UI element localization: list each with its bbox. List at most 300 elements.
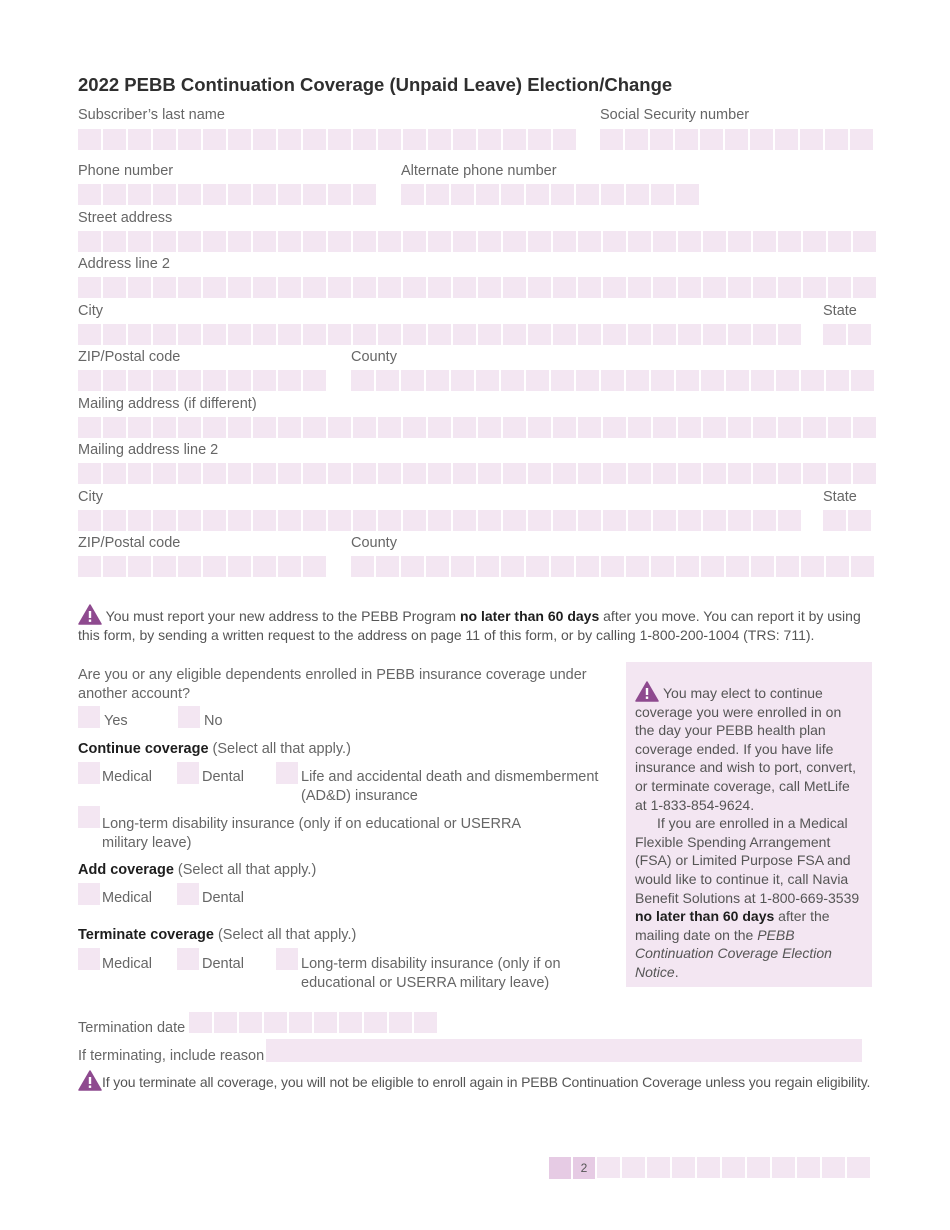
character-box[interactable] <box>726 556 749 577</box>
character-box[interactable] <box>278 129 301 150</box>
character-box[interactable] <box>103 324 126 345</box>
character-box[interactable] <box>253 556 276 577</box>
character-box[interactable] <box>353 417 376 438</box>
character-box[interactable] <box>203 417 226 438</box>
character-box[interactable] <box>628 231 651 252</box>
character-box[interactable] <box>478 324 501 345</box>
character-box[interactable] <box>228 129 251 150</box>
character-box[interactable] <box>776 370 799 391</box>
character-box[interactable] <box>178 184 201 205</box>
termination-date-field[interactable] <box>189 1012 437 1033</box>
character-box[interactable] <box>701 556 724 577</box>
character-box[interactable] <box>278 556 301 577</box>
character-box[interactable] <box>78 231 101 252</box>
character-box[interactable] <box>451 556 474 577</box>
character-box[interactable] <box>353 184 376 205</box>
character-box[interactable] <box>578 277 601 298</box>
character-box[interactable] <box>626 184 649 205</box>
city-field[interactable] <box>78 324 801 345</box>
city2-field[interactable] <box>78 510 801 531</box>
character-box[interactable] <box>128 231 151 252</box>
character-box[interactable] <box>625 129 648 150</box>
character-box[interactable] <box>703 231 726 252</box>
character-box[interactable] <box>203 370 226 391</box>
character-box[interactable] <box>128 277 151 298</box>
character-box[interactable] <box>264 1012 287 1033</box>
character-box[interactable] <box>203 277 226 298</box>
state-field[interactable] <box>823 324 871 345</box>
character-box[interactable] <box>426 370 449 391</box>
character-box[interactable] <box>800 129 823 150</box>
character-box[interactable] <box>353 510 376 531</box>
character-box[interactable] <box>376 556 399 577</box>
character-box[interactable] <box>603 510 626 531</box>
character-box[interactable] <box>776 556 799 577</box>
character-box[interactable] <box>403 129 426 150</box>
character-box[interactable] <box>851 370 874 391</box>
character-box[interactable] <box>178 510 201 531</box>
character-box[interactable] <box>278 277 301 298</box>
character-box[interactable] <box>501 370 524 391</box>
character-box[interactable] <box>578 324 601 345</box>
character-box[interactable] <box>728 417 751 438</box>
character-box[interactable] <box>551 556 574 577</box>
character-box[interactable] <box>603 463 626 484</box>
character-box[interactable] <box>78 129 101 150</box>
character-box[interactable] <box>428 463 451 484</box>
character-box[interactable] <box>576 370 599 391</box>
character-box[interactable] <box>600 129 623 150</box>
character-box[interactable] <box>428 510 451 531</box>
character-box[interactable] <box>653 231 676 252</box>
character-box[interactable] <box>451 370 474 391</box>
character-box[interactable] <box>701 370 724 391</box>
character-box[interactable] <box>751 370 774 391</box>
character-box[interactable] <box>675 129 698 150</box>
character-box[interactable] <box>103 556 126 577</box>
character-box[interactable] <box>278 417 301 438</box>
character-box[interactable] <box>378 463 401 484</box>
character-box[interactable] <box>253 129 276 150</box>
character-box[interactable] <box>128 129 151 150</box>
character-box[interactable] <box>389 1012 412 1033</box>
character-box[interactable] <box>253 370 276 391</box>
character-box[interactable] <box>328 463 351 484</box>
character-box[interactable] <box>353 231 376 252</box>
character-box[interactable] <box>253 510 276 531</box>
character-box[interactable] <box>353 129 376 150</box>
character-box[interactable] <box>128 510 151 531</box>
character-box[interactable] <box>403 510 426 531</box>
character-box[interactable] <box>203 510 226 531</box>
character-box[interactable] <box>303 417 326 438</box>
character-box[interactable] <box>828 231 851 252</box>
character-box[interactable] <box>428 324 451 345</box>
character-box[interactable] <box>853 417 876 438</box>
character-box[interactable] <box>478 231 501 252</box>
character-box[interactable] <box>78 277 101 298</box>
character-box[interactable] <box>214 1012 237 1033</box>
character-box[interactable] <box>253 231 276 252</box>
character-box[interactable] <box>78 184 101 205</box>
character-box[interactable] <box>178 231 201 252</box>
character-box[interactable] <box>726 370 749 391</box>
character-box[interactable] <box>551 184 574 205</box>
character-box[interactable] <box>853 463 876 484</box>
character-box[interactable] <box>278 184 301 205</box>
character-box[interactable] <box>378 510 401 531</box>
character-box[interactable] <box>601 184 624 205</box>
character-box[interactable] <box>178 324 201 345</box>
character-box[interactable] <box>376 370 399 391</box>
character-box[interactable] <box>528 463 551 484</box>
character-box[interactable] <box>178 277 201 298</box>
county2-field[interactable] <box>351 556 874 577</box>
character-box[interactable] <box>303 324 326 345</box>
character-box[interactable] <box>528 417 551 438</box>
character-box[interactable] <box>853 231 876 252</box>
character-box[interactable] <box>650 129 673 150</box>
character-box[interactable] <box>678 510 701 531</box>
character-box[interactable] <box>801 556 824 577</box>
character-box[interactable] <box>378 231 401 252</box>
character-box[interactable] <box>478 510 501 531</box>
character-box[interactable] <box>551 370 574 391</box>
character-box[interactable] <box>153 370 176 391</box>
character-box[interactable] <box>189 1012 212 1033</box>
character-box[interactable] <box>603 324 626 345</box>
character-box[interactable] <box>378 324 401 345</box>
character-box[interactable] <box>103 231 126 252</box>
character-box[interactable] <box>778 417 801 438</box>
character-box[interactable] <box>303 463 326 484</box>
state2-field[interactable] <box>823 510 871 531</box>
character-box[interactable] <box>728 510 751 531</box>
continue-medical-checkbox[interactable] <box>78 762 100 784</box>
character-box[interactable] <box>401 556 424 577</box>
character-box[interactable] <box>178 556 201 577</box>
character-box[interactable] <box>228 277 251 298</box>
character-box[interactable] <box>278 463 301 484</box>
add-medical-checkbox[interactable] <box>78 883 100 905</box>
character-box[interactable] <box>528 129 551 150</box>
character-box[interactable] <box>353 324 376 345</box>
character-box[interactable] <box>339 1012 362 1033</box>
character-box[interactable] <box>478 417 501 438</box>
last-name-field[interactable] <box>78 129 576 150</box>
character-box[interactable] <box>753 417 776 438</box>
character-box[interactable] <box>528 510 551 531</box>
character-box[interactable] <box>103 370 126 391</box>
character-box[interactable] <box>403 277 426 298</box>
character-box[interactable] <box>603 231 626 252</box>
character-box[interactable] <box>203 324 226 345</box>
character-box[interactable] <box>703 417 726 438</box>
character-box[interactable] <box>178 370 201 391</box>
character-box[interactable] <box>478 277 501 298</box>
character-box[interactable] <box>278 231 301 252</box>
character-box[interactable] <box>103 417 126 438</box>
character-box[interactable] <box>578 417 601 438</box>
character-box[interactable] <box>228 510 251 531</box>
character-box[interactable] <box>626 370 649 391</box>
character-box[interactable] <box>103 510 126 531</box>
character-box[interactable] <box>653 510 676 531</box>
character-box[interactable] <box>178 463 201 484</box>
character-box[interactable] <box>401 370 424 391</box>
character-box[interactable] <box>553 417 576 438</box>
character-box[interactable] <box>628 417 651 438</box>
zip-field[interactable] <box>78 370 326 391</box>
character-box[interactable] <box>303 231 326 252</box>
character-box[interactable] <box>526 556 549 577</box>
character-box[interactable] <box>328 417 351 438</box>
add-dental-checkbox[interactable] <box>177 883 199 905</box>
character-box[interactable] <box>428 417 451 438</box>
ssn-field[interactable] <box>600 129 873 150</box>
character-box[interactable] <box>603 417 626 438</box>
character-box[interactable] <box>576 556 599 577</box>
character-box[interactable] <box>803 417 826 438</box>
character-box[interactable] <box>403 324 426 345</box>
character-box[interactable] <box>828 277 851 298</box>
character-box[interactable] <box>78 556 101 577</box>
character-box[interactable] <box>78 417 101 438</box>
character-box[interactable] <box>678 463 701 484</box>
character-box[interactable] <box>803 277 826 298</box>
character-box[interactable] <box>303 184 326 205</box>
character-box[interactable] <box>103 129 126 150</box>
character-box[interactable] <box>328 231 351 252</box>
no-checkbox[interactable] <box>178 706 200 728</box>
character-box[interactable] <box>153 510 176 531</box>
character-box[interactable] <box>153 463 176 484</box>
character-box[interactable] <box>478 129 501 150</box>
character-box[interactable] <box>676 370 699 391</box>
character-box[interactable] <box>553 324 576 345</box>
character-box[interactable] <box>753 510 776 531</box>
character-box[interactable] <box>553 277 576 298</box>
character-box[interactable] <box>203 184 226 205</box>
character-box[interactable] <box>428 231 451 252</box>
character-box[interactable] <box>278 370 301 391</box>
character-box[interactable] <box>778 277 801 298</box>
character-box[interactable] <box>851 556 874 577</box>
character-box[interactable] <box>751 556 774 577</box>
character-box[interactable] <box>453 417 476 438</box>
character-box[interactable] <box>848 324 871 345</box>
character-box[interactable] <box>503 277 526 298</box>
character-box[interactable] <box>401 184 424 205</box>
character-box[interactable] <box>826 556 849 577</box>
character-box[interactable] <box>253 463 276 484</box>
character-box[interactable] <box>553 231 576 252</box>
character-box[interactable] <box>328 277 351 298</box>
continue-ltd-checkbox[interactable] <box>78 806 100 828</box>
character-box[interactable] <box>203 129 226 150</box>
character-box[interactable] <box>328 184 351 205</box>
character-box[interactable] <box>128 184 151 205</box>
character-box[interactable] <box>728 231 751 252</box>
character-box[interactable] <box>378 277 401 298</box>
character-box[interactable] <box>453 510 476 531</box>
character-box[interactable] <box>503 417 526 438</box>
character-box[interactable] <box>103 463 126 484</box>
character-box[interactable] <box>203 231 226 252</box>
character-box[interactable] <box>601 370 624 391</box>
character-box[interactable] <box>228 370 251 391</box>
character-box[interactable] <box>239 1012 262 1033</box>
character-box[interactable] <box>153 231 176 252</box>
character-box[interactable] <box>626 556 649 577</box>
character-box[interactable] <box>128 556 151 577</box>
character-box[interactable] <box>476 184 499 205</box>
character-box[interactable] <box>353 463 376 484</box>
mailing2-field[interactable] <box>78 463 876 484</box>
character-box[interactable] <box>153 556 176 577</box>
alt-phone-field[interactable] <box>401 184 699 205</box>
character-box[interactable] <box>353 277 376 298</box>
character-box[interactable] <box>503 231 526 252</box>
character-box[interactable] <box>628 463 651 484</box>
character-box[interactable] <box>728 324 751 345</box>
character-box[interactable] <box>453 129 476 150</box>
character-box[interactable] <box>203 463 226 484</box>
character-box[interactable] <box>653 324 676 345</box>
character-box[interactable] <box>303 129 326 150</box>
character-box[interactable] <box>526 184 549 205</box>
character-box[interactable] <box>703 277 726 298</box>
terminate-dental-checkbox[interactable] <box>177 948 199 970</box>
character-box[interactable] <box>528 277 551 298</box>
character-box[interactable] <box>553 463 576 484</box>
continue-life-checkbox[interactable] <box>276 762 298 784</box>
character-box[interactable] <box>451 184 474 205</box>
character-box[interactable] <box>678 231 701 252</box>
character-box[interactable] <box>228 417 251 438</box>
continue-dental-checkbox[interactable] <box>177 762 199 784</box>
character-box[interactable] <box>728 277 751 298</box>
character-box[interactable] <box>678 417 701 438</box>
character-box[interactable] <box>753 277 776 298</box>
character-box[interactable] <box>476 370 499 391</box>
character-box[interactable] <box>850 129 873 150</box>
character-box[interactable] <box>576 184 599 205</box>
character-box[interactable] <box>678 277 701 298</box>
character-box[interactable] <box>853 277 876 298</box>
character-box[interactable] <box>676 184 699 205</box>
character-box[interactable] <box>703 463 726 484</box>
character-box[interactable] <box>228 324 251 345</box>
character-box[interactable] <box>303 370 326 391</box>
character-box[interactable] <box>414 1012 437 1033</box>
character-box[interactable] <box>153 277 176 298</box>
terminate-ltd-checkbox[interactable] <box>276 948 298 970</box>
character-box[interactable] <box>78 324 101 345</box>
county-field[interactable] <box>351 370 874 391</box>
character-box[interactable] <box>775 129 798 150</box>
character-box[interactable] <box>453 463 476 484</box>
character-box[interactable] <box>153 129 176 150</box>
character-box[interactable] <box>503 324 526 345</box>
character-box[interactable] <box>364 1012 387 1033</box>
character-box[interactable] <box>528 324 551 345</box>
character-box[interactable] <box>476 556 499 577</box>
character-box[interactable] <box>453 277 476 298</box>
character-box[interactable] <box>503 129 526 150</box>
character-box[interactable] <box>128 417 151 438</box>
character-box[interactable] <box>750 129 773 150</box>
character-box[interactable] <box>403 417 426 438</box>
character-box[interactable] <box>78 370 101 391</box>
character-box[interactable] <box>503 510 526 531</box>
character-box[interactable] <box>428 129 451 150</box>
character-box[interactable] <box>653 463 676 484</box>
character-box[interactable] <box>453 324 476 345</box>
character-box[interactable] <box>303 510 326 531</box>
character-box[interactable] <box>778 324 801 345</box>
character-box[interactable] <box>578 510 601 531</box>
character-box[interactable] <box>103 184 126 205</box>
character-box[interactable] <box>801 370 824 391</box>
character-box[interactable] <box>728 463 751 484</box>
character-box[interactable] <box>753 324 776 345</box>
character-box[interactable] <box>228 463 251 484</box>
zip2-field[interactable] <box>78 556 326 577</box>
character-box[interactable] <box>778 510 801 531</box>
character-box[interactable] <box>700 129 723 150</box>
character-box[interactable] <box>676 556 699 577</box>
character-box[interactable] <box>303 277 326 298</box>
character-box[interactable] <box>651 556 674 577</box>
character-box[interactable] <box>528 231 551 252</box>
character-box[interactable] <box>501 556 524 577</box>
character-box[interactable] <box>628 324 651 345</box>
character-box[interactable] <box>178 417 201 438</box>
character-box[interactable] <box>253 277 276 298</box>
character-box[interactable] <box>725 129 748 150</box>
character-box[interactable] <box>628 510 651 531</box>
character-box[interactable] <box>178 129 201 150</box>
character-box[interactable] <box>651 370 674 391</box>
character-box[interactable] <box>426 184 449 205</box>
character-box[interactable] <box>703 324 726 345</box>
character-box[interactable] <box>403 231 426 252</box>
character-box[interactable] <box>278 324 301 345</box>
character-box[interactable] <box>653 277 676 298</box>
street-field[interactable] <box>78 231 876 252</box>
character-box[interactable] <box>778 231 801 252</box>
character-box[interactable] <box>378 417 401 438</box>
character-box[interactable] <box>501 184 524 205</box>
terminate-medical-checkbox[interactable] <box>78 948 100 970</box>
phone-field[interactable] <box>78 184 376 205</box>
reason-field[interactable] <box>266 1039 862 1062</box>
character-box[interactable] <box>128 370 151 391</box>
character-box[interactable] <box>378 129 401 150</box>
character-box[interactable] <box>628 277 651 298</box>
character-box[interactable] <box>351 556 374 577</box>
character-box[interactable] <box>253 324 276 345</box>
character-box[interactable] <box>578 231 601 252</box>
character-box[interactable] <box>603 277 626 298</box>
character-box[interactable] <box>553 129 576 150</box>
character-box[interactable] <box>828 463 851 484</box>
character-box[interactable] <box>153 324 176 345</box>
mailing-field[interactable] <box>78 417 876 438</box>
character-box[interactable] <box>78 510 101 531</box>
character-box[interactable] <box>653 417 676 438</box>
